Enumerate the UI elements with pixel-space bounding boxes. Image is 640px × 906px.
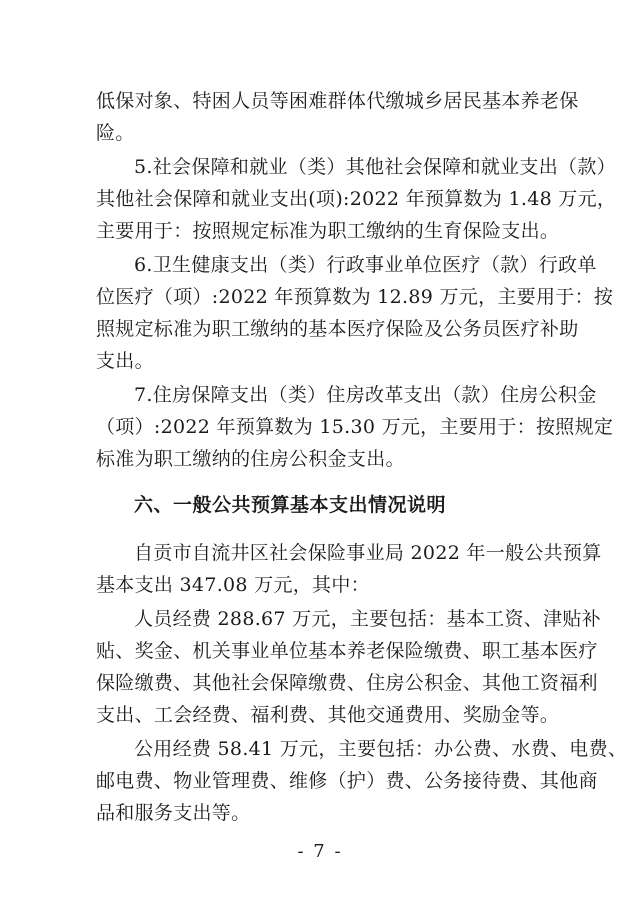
section-heading: 六、一般公共预算基本支出情况说明 [134,494,447,516]
text-line: 5.社会保障和就业（类）其他社会保障和就业支出（款） [134,156,616,178]
text-line: 标准为职工缴纳的住房公积金支出。 [96,448,405,470]
text-line: 位医疗（项）:2022 年预算数为 12.89 万元，主要用于：按 [96,286,614,308]
text-line: （项）:2022 年预算数为 15.30 万元，主要用于：按照规定 [96,416,614,438]
text-line: 主要用于：按照规定标准为职工缴纳的生育保险支出。 [96,220,560,242]
text-line: 低保对象、特困人员等困难群体代缴城乡居民基本养老保 [96,90,579,112]
text-line: 其他社会保障和就业支出(项):2022 年预算数为 1.48 万元， [96,188,617,210]
text-line: 品和服务支出等。 [96,802,251,824]
page-number: - 7 - [297,841,343,862]
text-line: 险。 [96,122,135,144]
text-line: 保险缴费、其他社会保障缴费、住房公积金、其他工资福利 [96,672,598,694]
text-line: 支出。 [96,350,154,372]
text-line: 公用经费 58.41 万元，主要包括：办公费、水费、电费、 [134,738,628,760]
text-line: 6.卫生健康支出（类）行政事业单位医疗（款）行政单 [134,254,597,276]
text-line: 照规定标准为职工缴纳的基本医疗保险及公务员医疗补助 [96,318,579,340]
text-line: 支出、工会经费、福利费、其他交通费用、奖励金等。 [96,704,560,726]
text-line: 自贡市自流井区社会保险事业局 2022 年一般公共预算 [134,542,602,564]
text-line: 人员经费 288.67 万元，主要包括：基本工资、津贴补 [134,608,601,630]
text-line: 贴、奖金、机关事业单位基本养老保险缴费、职工基本医疗 [96,640,598,662]
text-line: 邮电费、物业管理费、维修（护）费、公务接待费、其他商 [96,770,598,792]
text-line: 基本支出 347.08 万元，其中： [96,574,370,596]
text-line: 7.住房保障支出（类）住房改革支出（款）住房公积金 [134,384,597,406]
